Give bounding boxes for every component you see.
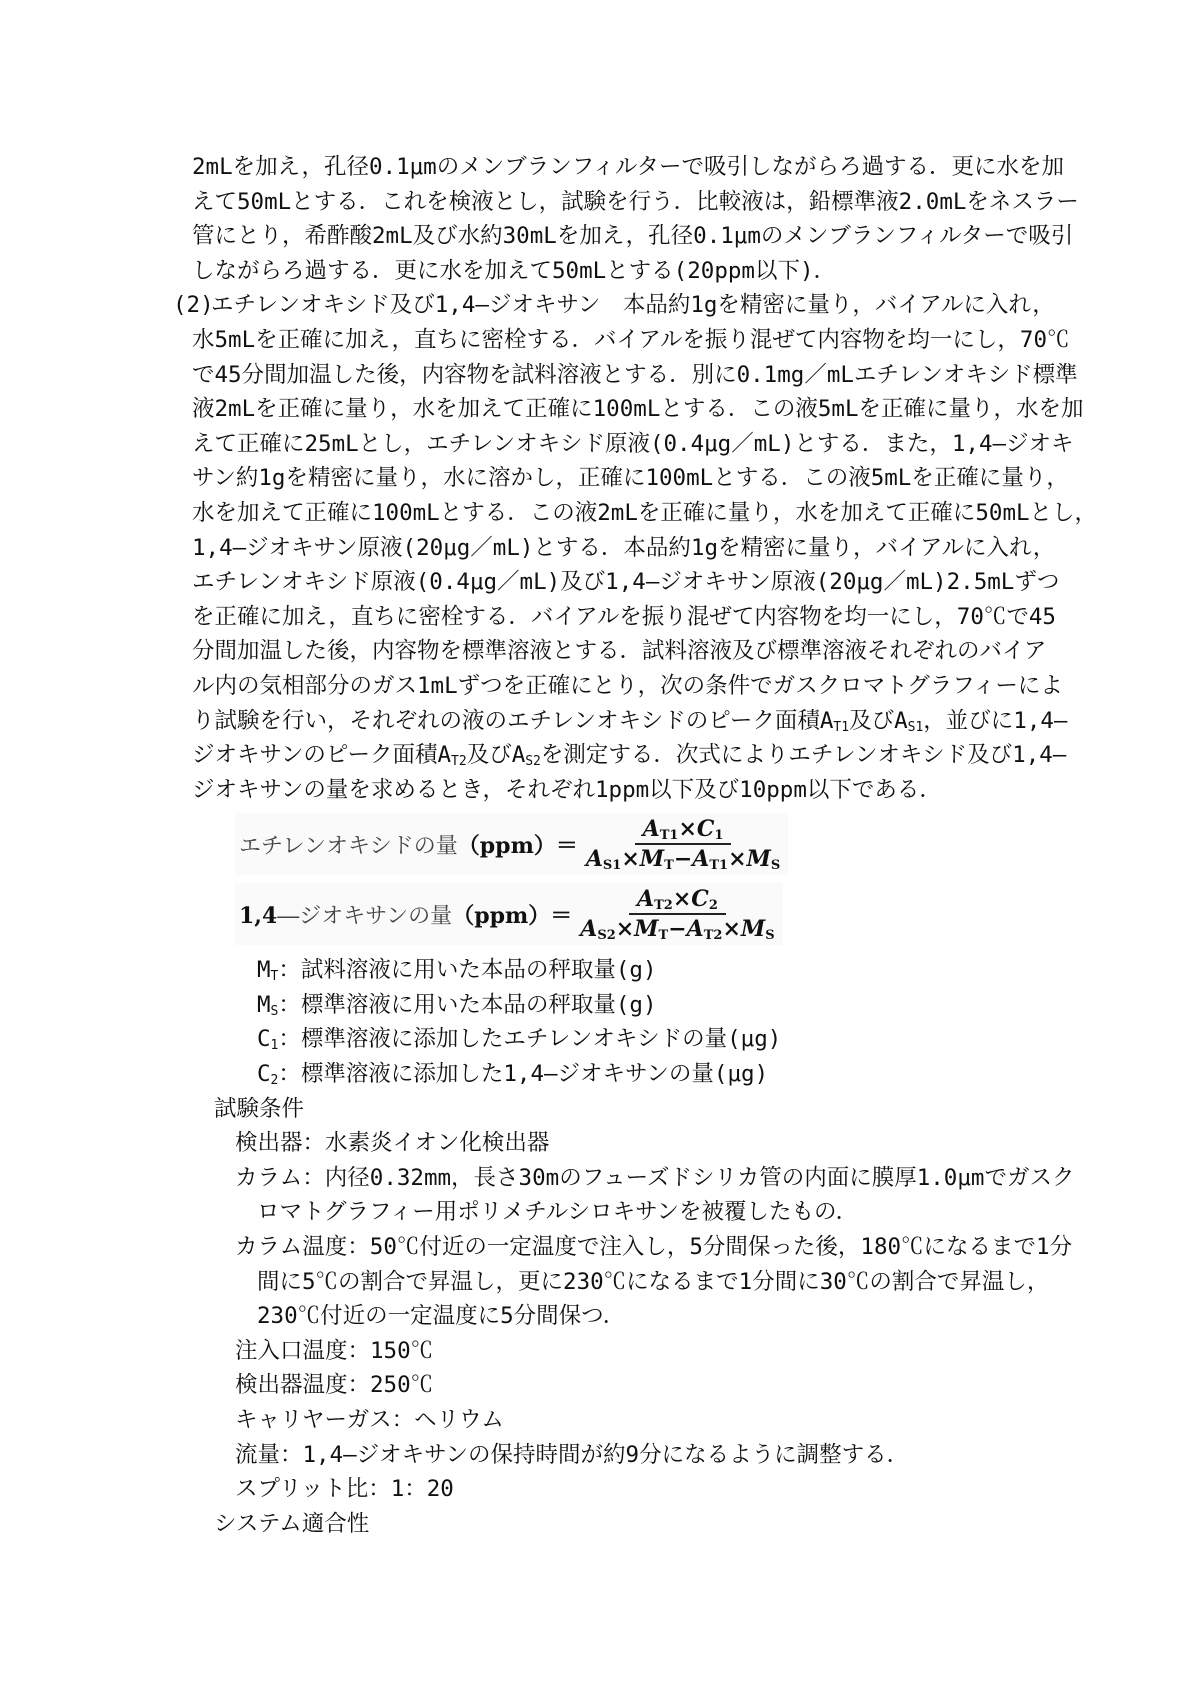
text-line: 水を加えて正確に100mLとする．この液2mLを正確に量り，水を加えて正確に50mLとし， xyxy=(192,499,1098,526)
definition-ms: $M_S$：標準溶液に用いた本品の秤取量(g) xyxy=(257,991,657,1019)
conditions-heading: 試験条件 xyxy=(214,1095,305,1122)
item-2-heading xyxy=(173,288,1055,323)
condition-column: カラム：内径0.32mm，長さ30mのフューズドシリカ管の内面に膜厚1.0μmでガスク xyxy=(235,1164,1075,1191)
text-line: 分間加温した後，内容物を標準溶液とする．試料溶液及び標準溶液それぞれのバイア xyxy=(192,638,1047,665)
definition-c1: $C_1$：標準溶液に添加したエチレンオキシドの量(μg) xyxy=(257,1026,782,1054)
text-segment: 及びA xyxy=(466,742,526,769)
text-line: 管にとり，希酢酸2mL及び水約30mLを加え，孔径0.1μmのメンブランフィルターで吸引 xyxy=(192,223,1074,250)
condition-inlet-temp: 注入口温度：150℃ xyxy=(235,1337,434,1364)
text-line: えて正確に25mLとし，エチレンオキシド原液(0.4μg／mL)とする．また，1,4―ジオキ xyxy=(192,430,1074,457)
fraction xyxy=(576,885,778,943)
text-line: 水5mLを正確に加え，直ちに密栓する．バイアルを振り混ぜて内容物を均一にし，70℃ xyxy=(192,326,1070,353)
text-line: ル内の気相部分のガス1mLずつを正確にとり，次の条件でガスクロマトグラフィーによ xyxy=(192,672,1063,699)
condition-column-temp: カラム温度：50℃付近の一定温度で注入し，5分間保った後，180℃になるまで1分 xyxy=(235,1234,1073,1261)
denominator: $A_{S2}\times M_T-A_{T2}\times M_S$ xyxy=(580,916,775,944)
formula-ethylene-oxide xyxy=(235,813,788,875)
subscript: T2 xyxy=(451,754,467,770)
numerator: $A_{T2}\times C_2$ xyxy=(629,885,726,915)
text-line: しながらろ過する．更に水を加えて50mLとする(20ppm以下)． xyxy=(192,257,837,284)
condition-detector-temp: 検出器温度：250℃ xyxy=(235,1372,434,1399)
text-segment: ，並びに1,4― xyxy=(923,707,1068,734)
condition-column-temp-cont: 間に5℃の割合で昇温し，更に230℃になるまで1分間に30℃の割合で昇温し， xyxy=(257,1268,1050,1295)
item-title: エチレンオキシド及び1,4―ジオキサン 本品約1gを精密に量り，バイアルに入れ， xyxy=(211,292,1055,319)
definition-mt: $M_T$：試料溶液に用いた本品の秤取量(g) xyxy=(257,957,657,985)
condition-column-temp-cont: 230℃付近の一定温度に5分間保つ． xyxy=(257,1303,626,1330)
text-line: 2mLを加え，孔径0.1μmのメンブランフィルターで吸引しながらろ過する．更に水を加 xyxy=(192,154,1065,180)
numerator: $A_{T1}\times C_1$ xyxy=(635,815,732,845)
subscript: S2 xyxy=(525,754,541,770)
condition-detector: 検出器：水素炎イオン化検出器 xyxy=(235,1130,550,1157)
condition-carrier-gas: キャリヤーガス：ヘリウム xyxy=(235,1407,504,1433)
text-line: で45分間加温した後，内容物を試料溶液とする．別に0.1mg／mLエチレンオキシド標準 xyxy=(192,361,1078,388)
text-line: えて50mLとする．これを検液とし，試験を行う．比較液は，鉛標準液2.0mLをネスラー xyxy=(192,188,1079,215)
subscript: T1 xyxy=(833,719,850,735)
text-segment: ジオキサンのピーク面積A xyxy=(192,742,452,769)
text-line: を正確に加え，直ちに密栓する．バイアルを振り混ぜて内容物を均一にし，70℃で45 xyxy=(192,603,1056,630)
condition-split: スプリット比：1：20 xyxy=(235,1476,454,1503)
formula-label: エチレンオキシドの量（ppm）＝ xyxy=(239,832,578,859)
text-line: ジオキサンの量を求めるとき，それぞれ1ppm以下及び10ppm以下である． xyxy=(192,776,942,803)
text-segment: り試験を行い，それぞれの液のエチレンオキシドのピーク面積A xyxy=(192,707,834,734)
text-line: サン約1gを精密に量り，水に溶かし，正確に100mLとする．この液5mLを正確に量り， xyxy=(192,465,1069,492)
text-segment: 及びA xyxy=(849,707,908,734)
text-line: 1,4―ジオキサン原液(20μg／mL)とする．本品約1gを精密に量り，バイアルに入れ， xyxy=(192,534,1056,561)
condition-column-cont: ロマトグラフィー用ポリメチルシロキサンを被覆したもの． xyxy=(257,1199,859,1226)
text-line xyxy=(192,738,1067,773)
document-page xyxy=(0,150,1181,1541)
denominator: $A_{S1}\times M_T-A_{T1}\times M_S$ xyxy=(585,846,781,874)
text-line: 液2mLを正確に量り，水を加えて正確に100mLとする．この液5mLを正確に量り，水を加 xyxy=(192,396,1084,423)
formula-dioxane xyxy=(235,883,783,945)
system-suitability-heading: システム適合性 xyxy=(214,1510,370,1537)
subscript: S1 xyxy=(907,719,924,735)
definition-c2: $C_2$：標準溶液に添加した1,4―ジオキサンの量(μg) xyxy=(257,1061,769,1089)
fraction xyxy=(582,815,784,873)
text-line xyxy=(192,704,1068,739)
text-line: エチレンオキシド原液(0.4μg／mL)及び1,4―ジオキサン原液(20μg／mL)2.5mLずつ xyxy=(192,569,1060,596)
formula-label: 1,4―ジオキサンの量（ppm）＝ xyxy=(239,902,573,929)
condition-flow: 流量：1,4―ジオキサンの保持時間が約9分になるように調整する． xyxy=(235,1441,910,1468)
text-segment: を測定する．次式によりエチレンオキシド及び1,4― xyxy=(540,742,1067,769)
item-number: (2) xyxy=(173,292,214,319)
